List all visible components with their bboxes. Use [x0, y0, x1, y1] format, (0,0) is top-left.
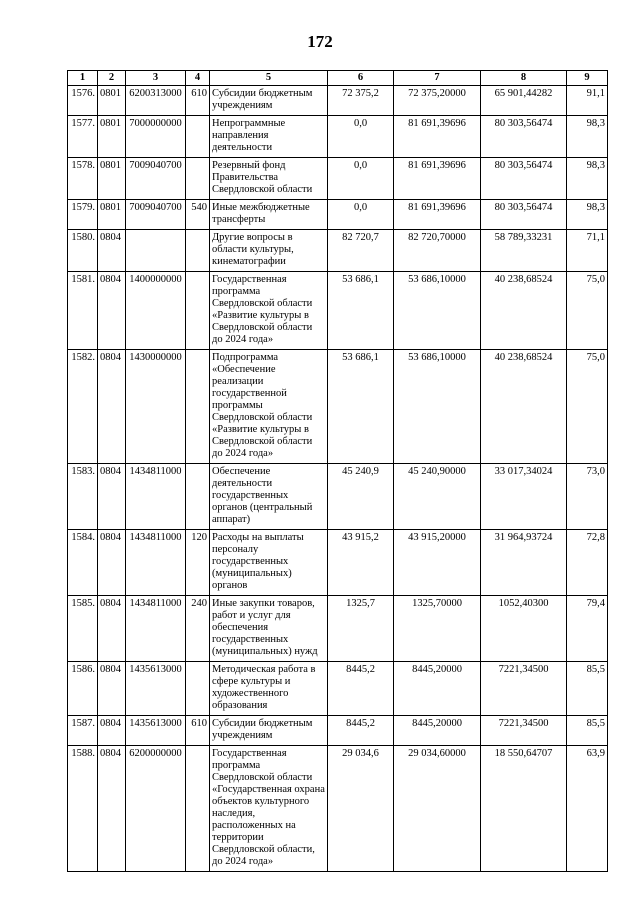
table-row [68, 716, 608, 746]
target-article-code: 1434811000 [126, 596, 186, 662]
execution-percent: 85,5 [567, 716, 608, 746]
section-code: 0804 [98, 350, 126, 464]
section-code: 0801 [98, 86, 126, 116]
expense-type-code [186, 746, 210, 872]
refined-amount: 81 691,39696 [394, 116, 481, 158]
target-article-code: 6200313000 [126, 86, 186, 116]
planned-amount: 45 240,9 [328, 464, 394, 530]
executed-amount: 18 550,64707 [481, 746, 567, 872]
expense-type-code [186, 116, 210, 158]
planned-amount: 43 915,2 [328, 530, 394, 596]
execution-percent: 98,3 [567, 200, 608, 230]
row-number: 1577. [68, 116, 98, 158]
refined-amount: 45 240,90000 [394, 464, 481, 530]
target-article-code: 1434811000 [126, 530, 186, 596]
page-number: 172 [307, 32, 333, 51]
table-row [68, 464, 608, 530]
refined-amount: 8445,20000 [394, 716, 481, 746]
executed-amount: 80 303,56474 [481, 116, 567, 158]
item-name: Методическая работа в сфере культуры и художественного образования [210, 662, 328, 716]
refined-amount: 81 691,39696 [394, 200, 481, 230]
expense-type-code: 610 [186, 716, 210, 746]
column-header: 9 [567, 71, 608, 86]
section-code: 0801 [98, 116, 126, 158]
executed-amount: 40 238,68524 [481, 350, 567, 464]
table-row [68, 158, 608, 200]
planned-amount: 29 034,6 [328, 746, 394, 872]
target-article-code: 1400000000 [126, 272, 186, 350]
target-article-code: 1435613000 [126, 662, 186, 716]
row-number: 1583. [68, 464, 98, 530]
column-header: 6 [328, 71, 394, 86]
executed-amount: 80 303,56474 [481, 200, 567, 230]
row-number: 1580. [68, 230, 98, 272]
execution-percent: 72,8 [567, 530, 608, 596]
section-code: 0804 [98, 464, 126, 530]
execution-percent: 85,5 [567, 662, 608, 716]
row-number: 1582. [68, 350, 98, 464]
refined-amount: 29 034,60000 [394, 746, 481, 872]
table-row [68, 746, 608, 872]
planned-amount: 53 686,1 [328, 272, 394, 350]
expense-type-code: 120 [186, 530, 210, 596]
execution-percent: 75,0 [567, 272, 608, 350]
item-name: Расходы на выплаты персоналу государственных (муниципальных) органов [210, 530, 328, 596]
column-header: 7 [394, 71, 481, 86]
execution-percent: 75,0 [567, 350, 608, 464]
row-number: 1581. [68, 272, 98, 350]
execution-percent: 71,1 [567, 230, 608, 272]
planned-amount: 72 375,2 [328, 86, 394, 116]
column-header: 5 [210, 71, 328, 86]
item-name: Государственная программа Свердловской области «Государственная охрана объектов культурного наследия, расположенных на территории Свердловской области, до 2024 года» [210, 746, 328, 872]
execution-percent: 98,3 [567, 116, 608, 158]
section-code: 0804 [98, 596, 126, 662]
table-row [68, 116, 608, 158]
execution-percent: 79,4 [567, 596, 608, 662]
budget-table [67, 70, 608, 872]
item-name: Другие вопросы в области культуры, кинематографии [210, 230, 328, 272]
section-code: 0804 [98, 272, 126, 350]
row-number: 1584. [68, 530, 98, 596]
expense-type-code: 610 [186, 86, 210, 116]
row-number: 1585. [68, 596, 98, 662]
table-row [68, 662, 608, 716]
target-article-code: 6200000000 [126, 746, 186, 872]
column-header: 1 [68, 71, 98, 86]
target-article-code: 7009040700 [126, 200, 186, 230]
table-row [68, 596, 608, 662]
expense-type-code [186, 272, 210, 350]
item-name: Государственная программа Свердловской области «Развитие культуры в Свердловской области до 2024 года» [210, 272, 328, 350]
section-code: 0801 [98, 158, 126, 200]
table-header-row [68, 71, 608, 86]
refined-amount: 53 686,10000 [394, 272, 481, 350]
planned-amount: 0,0 [328, 200, 394, 230]
table-row [68, 272, 608, 350]
planned-amount: 1325,7 [328, 596, 394, 662]
planned-amount: 53 686,1 [328, 350, 394, 464]
table-row [68, 230, 608, 272]
expense-type-code [186, 464, 210, 530]
target-article-code: 7000000000 [126, 116, 186, 158]
expense-type-code [186, 662, 210, 716]
executed-amount: 58 789,33231 [481, 230, 567, 272]
target-article-code: 1435613000 [126, 716, 186, 746]
refined-amount: 1325,70000 [394, 596, 481, 662]
row-number: 1586. [68, 662, 98, 716]
execution-percent: 91,1 [567, 86, 608, 116]
expense-type-code: 240 [186, 596, 210, 662]
executed-amount: 80 303,56474 [481, 158, 567, 200]
item-name: Обеспечение деятельности государственных органов (центральный аппарат) [210, 464, 328, 530]
item-name: Иные закупки товаров, работ и услуг для обеспечения государственных (муниципальных) нужд [210, 596, 328, 662]
executed-amount: 7221,34500 [481, 662, 567, 716]
column-header: 8 [481, 71, 567, 86]
planned-amount: 82 720,7 [328, 230, 394, 272]
item-name: Резервный фонд Правительства Свердловской области [210, 158, 328, 200]
row-number: 1587. [68, 716, 98, 746]
refined-amount: 82 720,70000 [394, 230, 481, 272]
expense-type-code [186, 350, 210, 464]
table-row [68, 200, 608, 230]
section-code: 0804 [98, 230, 126, 272]
target-article-code: 1434811000 [126, 464, 186, 530]
item-name: Подпрограмма «Обеспечение реализации государственной программы Свердловской области «Развитие культуры в Свердловской области до 2024 года» [210, 350, 328, 464]
item-name: Субсидии бюджетным учреждениям [210, 716, 328, 746]
planned-amount: 8445,2 [328, 716, 394, 746]
refined-amount: 72 375,20000 [394, 86, 481, 116]
refined-amount: 81 691,39696 [394, 158, 481, 200]
section-code: 0804 [98, 746, 126, 872]
refined-amount: 53 686,10000 [394, 350, 481, 464]
expense-type-code [186, 158, 210, 200]
section-code: 0801 [98, 200, 126, 230]
row-number: 1579. [68, 200, 98, 230]
item-name: Непрограммные направления деятельности [210, 116, 328, 158]
expense-type-code [186, 230, 210, 272]
row-number: 1588. [68, 746, 98, 872]
refined-amount: 43 915,20000 [394, 530, 481, 596]
execution-percent: 73,0 [567, 464, 608, 530]
section-code: 0804 [98, 662, 126, 716]
execution-percent: 98,3 [567, 158, 608, 200]
target-article-code [126, 230, 186, 272]
row-number: 1576. [68, 86, 98, 116]
row-number: 1578. [68, 158, 98, 200]
table-row [68, 350, 608, 464]
item-name: Субсидии бюджетным учреждениям [210, 86, 328, 116]
execution-percent: 63,9 [567, 746, 608, 872]
column-header: 4 [186, 71, 210, 86]
target-article-code: 7009040700 [126, 158, 186, 200]
planned-amount: 0,0 [328, 158, 394, 200]
column-header: 3 [126, 71, 186, 86]
section-code: 0804 [98, 716, 126, 746]
planned-amount: 8445,2 [328, 662, 394, 716]
refined-amount: 8445,20000 [394, 662, 481, 716]
section-code: 0804 [98, 530, 126, 596]
item-name: Иные межбюджетные трансферты [210, 200, 328, 230]
target-article-code: 1430000000 [126, 350, 186, 464]
executed-amount: 1052,40300 [481, 596, 567, 662]
expense-type-code: 540 [186, 200, 210, 230]
executed-amount: 33 017,34024 [481, 464, 567, 530]
executed-amount: 7221,34500 [481, 716, 567, 746]
planned-amount: 0,0 [328, 116, 394, 158]
table-row [68, 530, 608, 596]
table-row [68, 86, 608, 116]
column-header: 2 [98, 71, 126, 86]
executed-amount: 31 964,93724 [481, 530, 567, 596]
executed-amount: 40 238,68524 [481, 272, 567, 350]
executed-amount: 65 901,44282 [481, 86, 567, 116]
